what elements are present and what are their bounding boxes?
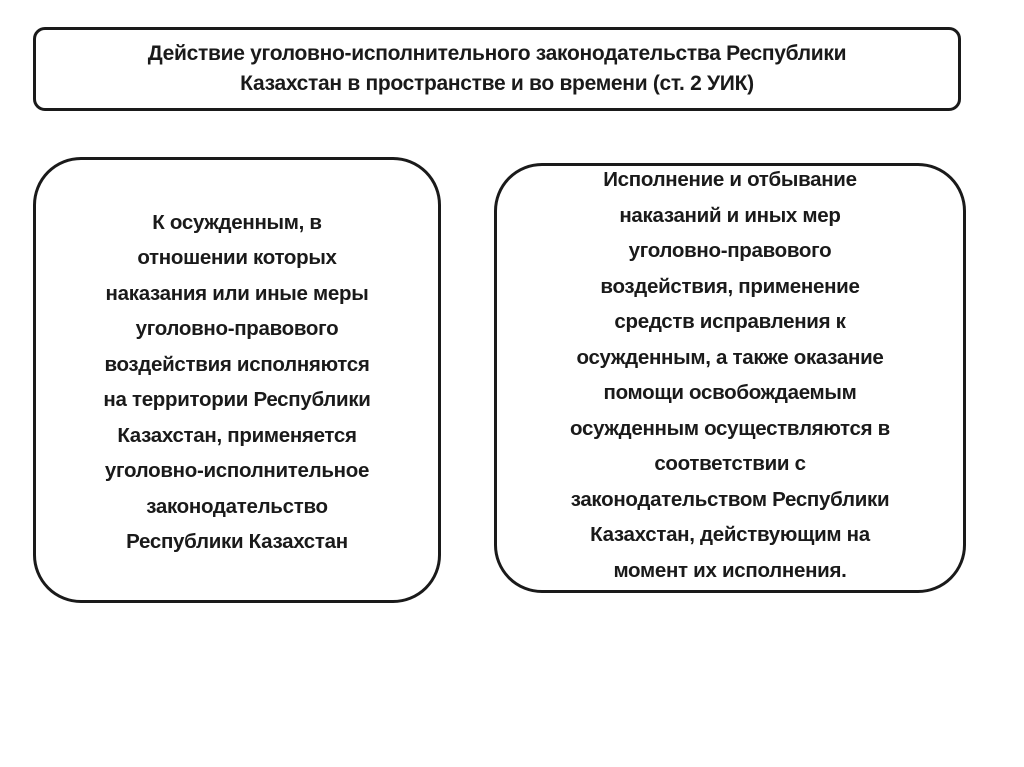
right-box-text: Исполнение и отбывание наказаний и иных мер уголовно-правового воздействия, применение средств исправления к осужденным, а также оказание помощи освобождаемым осужденным осуществляются в соответствии с законодательством Республики Казахстан, действующим на момент их исполнения.	[570, 168, 890, 582]
title-box	[33, 27, 961, 111]
right-box	[494, 163, 966, 593]
left-box	[33, 157, 441, 603]
left-box-text: К осужденным, в отношении которых наказания или иные меры уголовно-правового воздействия исполняются на территории Республики Казахстан, применяется уголовно-исполнительное законодательство Республики Казахстан	[103, 210, 371, 553]
diagram-title: Действие уголовно-исполнительного законодательства Республики Казахстан в пространстве и во времени (ст. 2 УИК)	[147, 42, 847, 95]
